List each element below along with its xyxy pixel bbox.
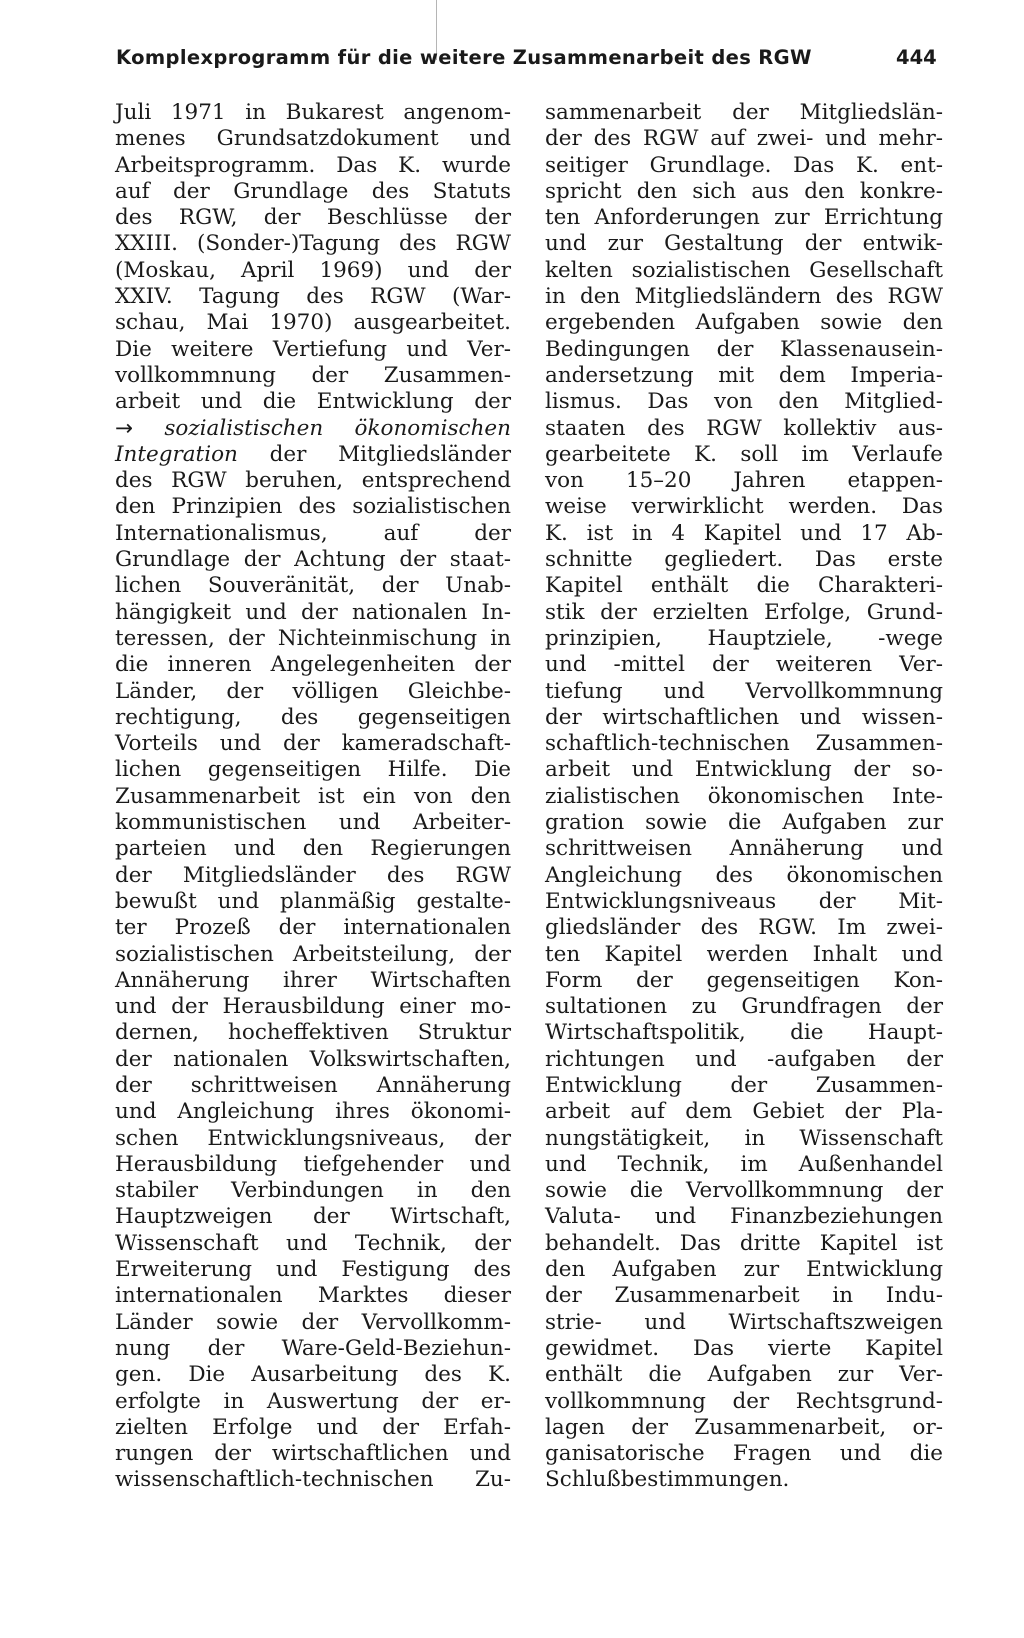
left-text-column <box>115 100 511 1494</box>
left-column-line: XXIII. (Sonder-)Tagung des RGW <box>115 231 511 257</box>
left-column-line: sozialistischen Arbeitsteilung, der <box>115 941 511 967</box>
right-column-line: der Zusammenarbeit in Indu- <box>545 1283 943 1309</box>
running-header-title: Komplexprogramm für die weitere Zusammenarbeit des RGW <box>116 46 812 69</box>
left-column-line: nung der Ware-Geld-Beziehun- <box>115 1335 511 1361</box>
right-column-line: von 15–20 Jahren etappen- <box>545 468 943 494</box>
right-column-line: tiefung und Vervollkommnung <box>545 678 943 704</box>
left-column-line: Länder, der völligen Gleichbe- <box>115 678 511 704</box>
left-column-line: Grundlage der Achtung der staat- <box>115 547 511 573</box>
right-column-line: behandelt. Das dritte Kapitel ist <box>545 1230 943 1256</box>
left-column-line: Annäherung ihrer Wirtschaften <box>115 967 511 993</box>
left-column-line: hängigkeit und der nationalen In- <box>115 599 511 625</box>
right-column-line: Entwicklung der Zusammen- <box>545 1072 943 1098</box>
left-column-line: parteien und den Regierungen <box>115 836 511 862</box>
right-column-line: arbeit und Entwicklung der so- <box>545 757 943 783</box>
right-column-line: und zur Gestaltung der entwik- <box>545 231 943 257</box>
left-column-line: und Angleichung ihres ökonomi- <box>115 1099 511 1125</box>
cross-reference-term[interactable]: sozialistischen ökonomischen <box>164 415 511 441</box>
left-column-line: Die weitere Vertiefung und Ver- <box>115 336 511 362</box>
right-column-line: spricht den sich aus den konkre- <box>545 178 943 204</box>
right-column-line: und Technik, im Außenhandel <box>545 1151 943 1177</box>
left-column-line: Vorteils und der kameradschaft- <box>115 731 511 757</box>
right-column-line: zialistischen ökonomischen Inte- <box>545 783 943 809</box>
left-column-line: der schrittweisen Annäherung <box>115 1072 511 1098</box>
left-column-line: des RGW, der Beschlüsse der <box>115 205 511 231</box>
right-column-line: Angleichung des ökonomischen <box>545 862 943 888</box>
left-column-line: Länder sowie der Vervollkomm- <box>115 1309 511 1335</box>
right-column-line: ganisatorische Fragen und die <box>545 1441 943 1467</box>
right-column-line: und -mittel der weiteren Ver- <box>545 652 943 678</box>
right-column-line: seitiger Grundlage. Das K. ent- <box>545 152 943 178</box>
left-column-line: der Mitgliedsländer des RGW <box>115 862 511 888</box>
left-column-line: Internationalismus, auf der <box>115 520 511 546</box>
left-column-line: Arbeitsprogramm. Das K. wurde <box>115 152 511 178</box>
right-column-line: schrittweisen Annäherung und <box>545 836 943 862</box>
left-column-line: des RGW beruhen, entsprechend <box>115 468 511 494</box>
left-column-line: stabiler Verbindungen in den <box>115 1178 511 1204</box>
right-column-line: Valuta- und Finanzbeziehungen <box>545 1204 943 1230</box>
right-column-line: andersetzung mit dem Imperia- <box>545 362 943 388</box>
right-column-line: gration sowie die Aufgaben zur <box>545 810 943 836</box>
right-column-line: stik der erzielten Erfolge, Grund- <box>545 599 943 625</box>
right-column-line: Wirtschaftspolitik, die Haupt- <box>545 1020 943 1046</box>
left-column-line: und der Herausbildung einer mo- <box>115 994 511 1020</box>
right-column-line: staaten des RGW kollektiv aus- <box>545 415 943 441</box>
left-column-line: arbeit und die Entwicklung der <box>115 389 511 415</box>
right-column-line: vollkommnung der Rechtsgrund- <box>545 1388 943 1414</box>
left-column-line: bewußt und planmäßig gestalte- <box>115 888 511 914</box>
text-run: der Mitgliedsländer <box>269 441 511 467</box>
right-column-line: kelten sozialistischen Gesellschaft <box>545 257 943 283</box>
right-column-line: Bedingungen der Klassenausein- <box>545 336 943 362</box>
left-column-line <box>115 442 511 468</box>
left-column-line: Wissenschaft und Technik, der <box>115 1230 511 1256</box>
right-column-line: Schlußbestimmungen. <box>545 1467 790 1493</box>
left-column-line: teressen, der Nichteinmischung in <box>115 625 511 651</box>
left-column-line: rechtigung, des gegenseitigen <box>115 704 511 730</box>
left-column-line: schen Entwicklungsniveaus, der <box>115 1125 511 1151</box>
left-column-line: die inneren Angelegenheiten der <box>115 652 511 678</box>
left-column-line: menes Grundsatzdokument und <box>115 126 511 152</box>
left-column-line: der nationalen Volkswirtschaften, <box>115 1046 511 1072</box>
left-column-line: vollkommnung der Zusammen- <box>115 362 511 388</box>
left-column-line: den Prinzipien des sozialistischen <box>115 494 511 520</box>
right-column-line: nungstätigkeit, in Wissenschaft <box>545 1125 943 1151</box>
right-column-line: sammenarbeit der Mitgliedslän- <box>545 100 943 125</box>
left-column-line: Erweiterung und Festigung des <box>115 1257 511 1283</box>
left-column-line: zielten Erfolge und der Erfah- <box>115 1414 511 1440</box>
left-column-line: XXIV. Tagung des RGW (War- <box>115 284 511 310</box>
left-column-line: ter Prozeß der internationalen <box>115 915 511 941</box>
left-column-line: schau, Mai 1970) ausgearbeitet. <box>115 310 511 336</box>
right-column-line: sultationen zu Grundfragen der <box>545 994 943 1020</box>
left-column-line: Hauptzweigen der Wirtschaft, <box>115 1204 511 1230</box>
left-column-line: internationalen Marktes dieser <box>115 1283 511 1309</box>
right-column-line: gewidmet. Das vierte Kapitel <box>545 1335 943 1361</box>
right-column-line: sowie die Vervollkommnung der <box>545 1178 943 1204</box>
right-column-line: der des RGW auf zwei- und mehr- <box>545 126 943 152</box>
right-column-line: Form der gegenseitigen Kon- <box>545 967 943 993</box>
left-column-line: rungen der wirtschaftlichen und <box>115 1441 511 1467</box>
left-column-line: wissenschaftlich-technischen Zu- <box>115 1467 511 1493</box>
right-column-line: gliedsländer des RGW. Im zwei- <box>545 915 943 941</box>
left-column-line: Zusammenarbeit ist ein von den <box>115 783 511 809</box>
left-column-line: kommunistischen und Arbeiter- <box>115 810 511 836</box>
left-column-line: Juli 1971 in Bukarest angenom- <box>115 100 511 125</box>
right-text-column <box>545 100 943 1494</box>
right-column-line: richtungen und -aufgaben der <box>545 1046 943 1072</box>
left-column-line: auf der Grundlage des Statuts <box>115 178 511 204</box>
right-column-line: in den Mitgliedsländern des RGW <box>545 284 943 310</box>
right-column-line: enthält die Aufgaben zur Ver- <box>545 1362 943 1388</box>
right-column-line: schaftlich-technischen Zusammen- <box>545 731 943 757</box>
right-column-line: lagen der Zusammenarbeit, or- <box>545 1414 943 1440</box>
left-column-line: (Moskau, April 1969) und der <box>115 257 511 283</box>
left-column-line: Herausbildung tiefgehender und <box>115 1151 511 1177</box>
right-column-line: ergebenden Aufgaben sowie den <box>545 310 943 336</box>
cross-reference-term[interactable]: Integration <box>115 441 238 467</box>
right-column-line: Entwicklungsniveaus der Mit- <box>545 888 943 914</box>
right-column-line: gearbeitete K. soll im Verlaufe <box>545 441 943 467</box>
right-column-line: ten Kapitel werden Inhalt und <box>545 941 943 967</box>
cross-reference-arrow-icon: → <box>115 415 134 441</box>
left-column-line: lichen gegenseitigen Hilfe. Die <box>115 757 511 783</box>
left-column-line: dernen, hocheffektiven Struktur <box>115 1020 511 1046</box>
right-column-line: schnitte gegliedert. Das erste <box>545 547 943 573</box>
right-column-line: K. ist in 4 Kapitel und 17 Ab- <box>545 520 943 546</box>
right-column-line: strie- und Wirtschaftszweigen <box>545 1309 943 1335</box>
left-column-line: lichen Souveränität, der Unab- <box>115 573 511 599</box>
right-column-line: der wirtschaftlichen und wissen- <box>545 704 943 730</box>
left-column-line: gen. Die Ausarbeitung des K. <box>115 1362 511 1388</box>
right-column-line: den Aufgaben zur Entwicklung <box>545 1257 943 1283</box>
right-column-line: ten Anforderungen zur Errichtung <box>545 205 943 231</box>
left-column-line: erfolgte in Auswertung der er- <box>115 1388 511 1414</box>
right-column-line: lismus. Das von den Mitglied- <box>545 389 943 415</box>
left-column-line <box>115 416 511 442</box>
right-column-line: prinzipien, Hauptziele, -wege <box>545 625 943 651</box>
right-column-line: Kapitel enthält die Charakteri- <box>545 573 943 599</box>
right-column-line: arbeit auf dem Gebiet der Pla- <box>545 1099 943 1125</box>
page-number: 444 <box>896 46 937 69</box>
right-column-line: weise verwirklicht werden. Das <box>545 494 943 520</box>
